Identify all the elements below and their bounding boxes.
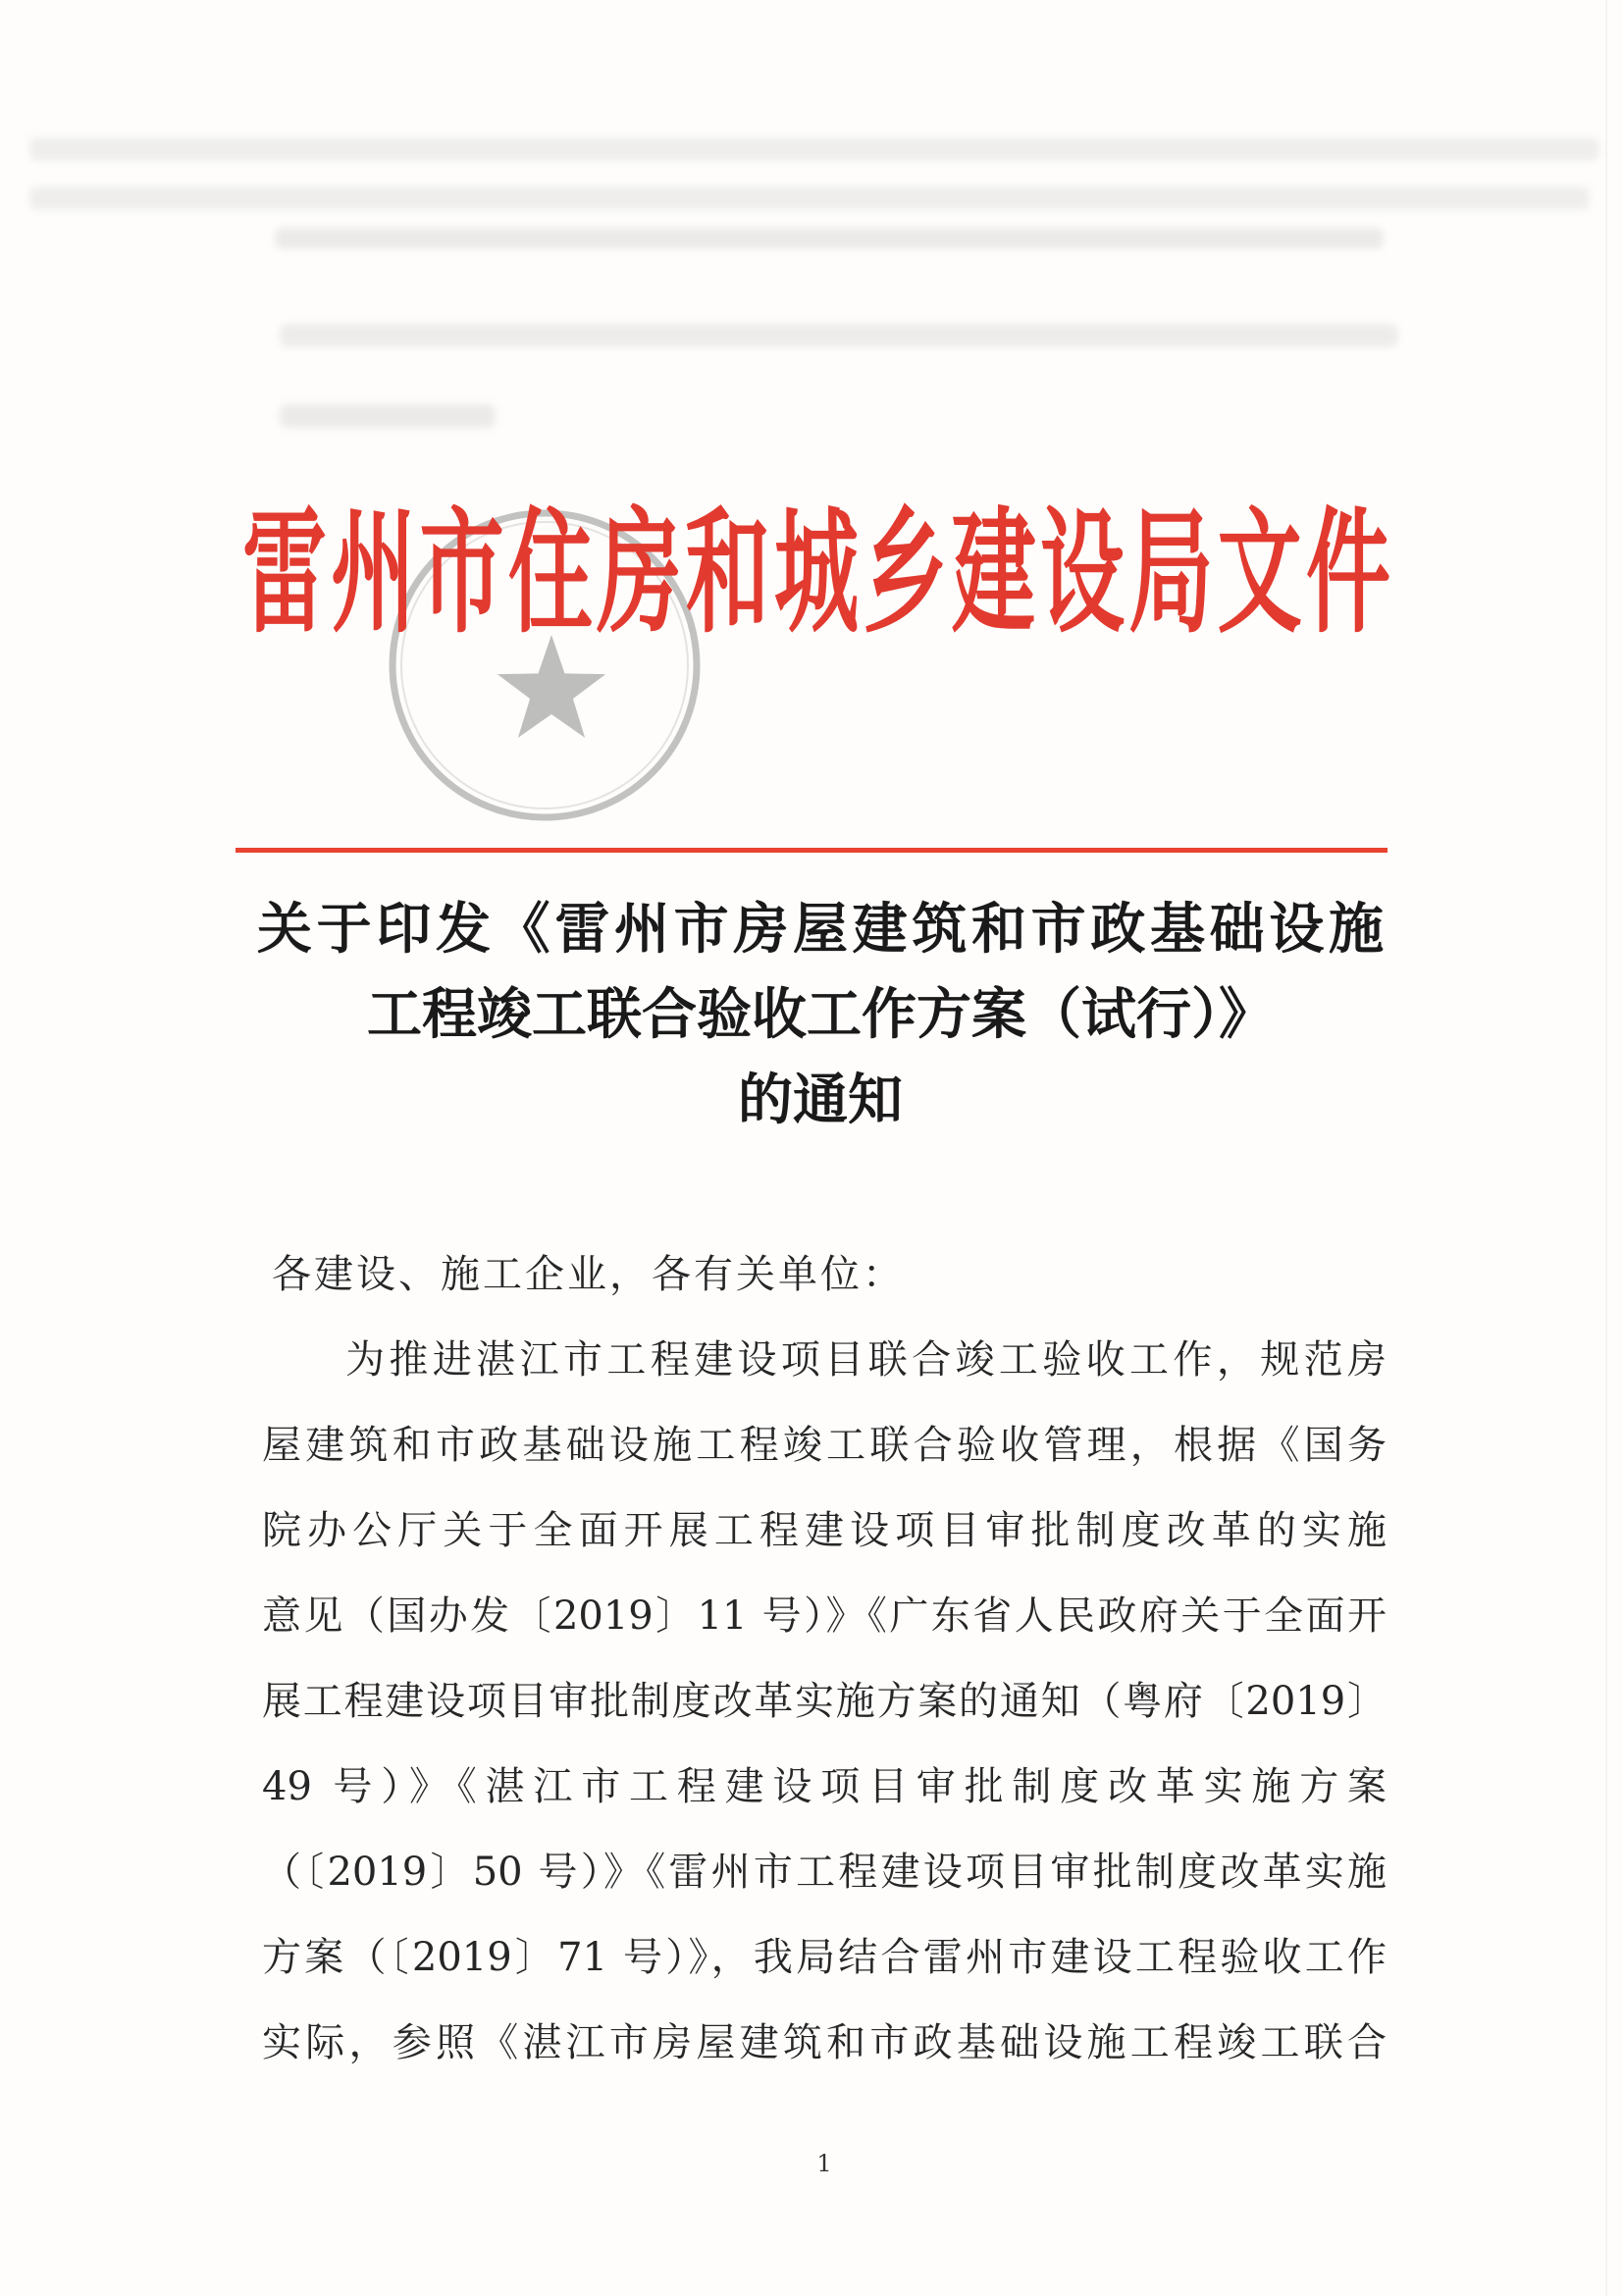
title-line: 工程竣工联合验收工作方案（试行）》 bbox=[367, 982, 1274, 1047]
page-number: 1 bbox=[816, 2150, 832, 2177]
bleed-through-shadow bbox=[275, 228, 1384, 249]
scan-edge bbox=[1605, 0, 1607, 2296]
body-line: （〔2019〕50 号）》《雷州市工程建设项目审批制度改革实施 bbox=[262, 1850, 1387, 1895]
letterhead-title: 雷州市住房和城乡建设局文件 bbox=[242, 494, 1390, 652]
body-line: 屋建筑和市政基础设施工程竣工联合验收管理，根据《国务 bbox=[262, 1423, 1387, 1468]
salutation: 各建设、施工企业，各有关单位： bbox=[272, 1252, 905, 1297]
document-body bbox=[262, 1232, 1387, 2086]
bleed-through-shadow bbox=[29, 137, 1599, 161]
body-line: 方案（〔2019〕71 号）》，我局结合雷州市建设工程验收工作 bbox=[262, 1935, 1387, 1980]
body-line: 展工程建设项目审批制度改革实施方案的通知（粤府〔2019〕 bbox=[262, 1679, 1387, 1724]
body-line: 意见（国办发〔2019〕11 号）》《广东省人民政府关于全面开 bbox=[262, 1593, 1387, 1639]
body-line: 为推进湛江市工程建设项目联合竣工验收工作，规范房 bbox=[345, 1337, 1387, 1383]
body-line: 实际，参照《湛江市房屋建筑和市政基础设施工程竣工联合 bbox=[262, 2020, 1387, 2065]
document-title bbox=[257, 887, 1384, 1143]
body-line: 49 号）》《湛江市工程建设项目审批制度改革实施方案 bbox=[262, 1764, 1387, 1809]
red-rule-divider bbox=[236, 848, 1387, 853]
body-line: 院办公厅关于全面开展工程建设项目审批制度改革的实施 bbox=[262, 1508, 1387, 1553]
bleed-through-shadow bbox=[29, 186, 1590, 210]
bleed-through-shadow bbox=[280, 404, 496, 428]
title-line: 关于印发《雷州市房屋建筑和市政基础设施 bbox=[257, 897, 1384, 962]
title-line: 的通知 bbox=[738, 1068, 903, 1132]
bleed-through-shadow bbox=[280, 324, 1398, 347]
